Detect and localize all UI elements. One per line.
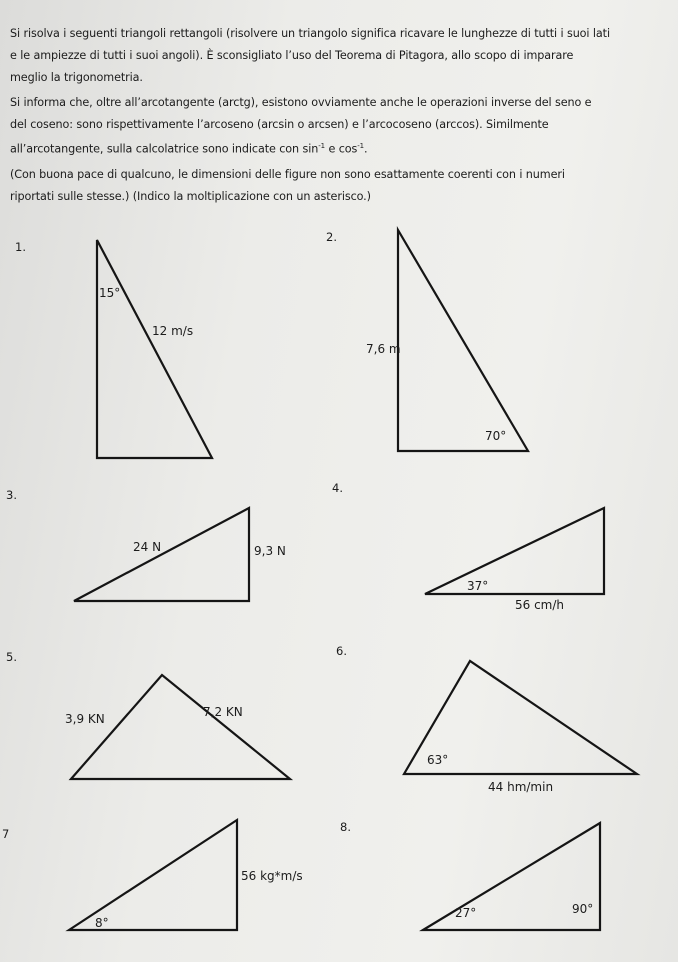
problem-number: 3. <box>6 488 17 502</box>
triangle-5 <box>71 675 290 779</box>
triangle-4 <box>425 508 604 594</box>
instructions-line: meglio la trigonometria. <box>10 71 143 84</box>
problem-number: 7 <box>2 827 10 841</box>
angle-label: 70° <box>485 429 507 443</box>
angle-label: 90° <box>572 902 594 916</box>
triangle-1 <box>97 240 212 458</box>
instructions-text: e cos <box>325 142 358 156</box>
problem-number: 8. <box>340 820 351 834</box>
side-label: 56 kg*m/s <box>241 869 303 883</box>
side-label: 44 hm/min <box>488 780 554 794</box>
instructions-line: riportati sulle stesse.) (Indico la moltiplicazione con un asterisco.) <box>10 189 371 203</box>
instructions-line: Si risolva i seguenti triangoli rettangoli (risolvere un triangolo significa ricavare le lunghezze di tutti i suoi lati <box>10 27 610 40</box>
side-label: 12 m/s <box>152 324 194 338</box>
side-label: 24 N <box>133 540 162 554</box>
angle-label: 37° <box>467 579 489 593</box>
side-label: 7,6 m <box>366 342 401 356</box>
angle-label: 27° <box>455 906 477 920</box>
side-label: 56 cm/h <box>515 598 565 612</box>
problem-number: 5. <box>6 650 17 664</box>
problem-number: 2. <box>326 230 337 244</box>
side-label: 3,9 KN <box>65 712 105 726</box>
instructions-line: Si informa che, oltre all’arcotangente (arctg), esistono ovviamente anche le operazioni inverse del seno e <box>10 96 592 109</box>
instructions-line: e le ampiezze di tutti i suoi angoli). È sconsigliato l’uso del Teorema di Pitagora, allo scopo di imparare <box>10 49 574 62</box>
superscript: -1 <box>318 142 325 150</box>
instructions-text: . <box>364 142 368 156</box>
side-label: 7,2 KN <box>203 705 243 719</box>
problem-number: 1. <box>15 240 26 254</box>
instructions-line: (Con buona pace di qualcuno, le dimensioni delle figure non sono esattamente coerenti con i numeri <box>10 167 565 181</box>
triangle-7 <box>69 820 237 930</box>
problem-number: 6. <box>336 644 347 658</box>
instructions-text: all’arcotangente, sulla calcolatrice sono indicate con sin <box>10 142 319 156</box>
instructions-line: del coseno: sono rispettivamente l’arcoseno (arcsin o arcsen) e l’arcocoseno (arccos). Similmente <box>10 118 549 131</box>
angle-label: 63° <box>427 753 449 767</box>
angle-label: 15° <box>99 286 121 300</box>
problem-number: 4. <box>332 481 343 495</box>
triangle-2 <box>398 230 528 451</box>
superscript: -1 <box>357 142 365 150</box>
angle-label: 8° <box>95 916 109 930</box>
triangle-3 <box>74 508 249 601</box>
side-label: 9,3 N <box>254 544 286 558</box>
